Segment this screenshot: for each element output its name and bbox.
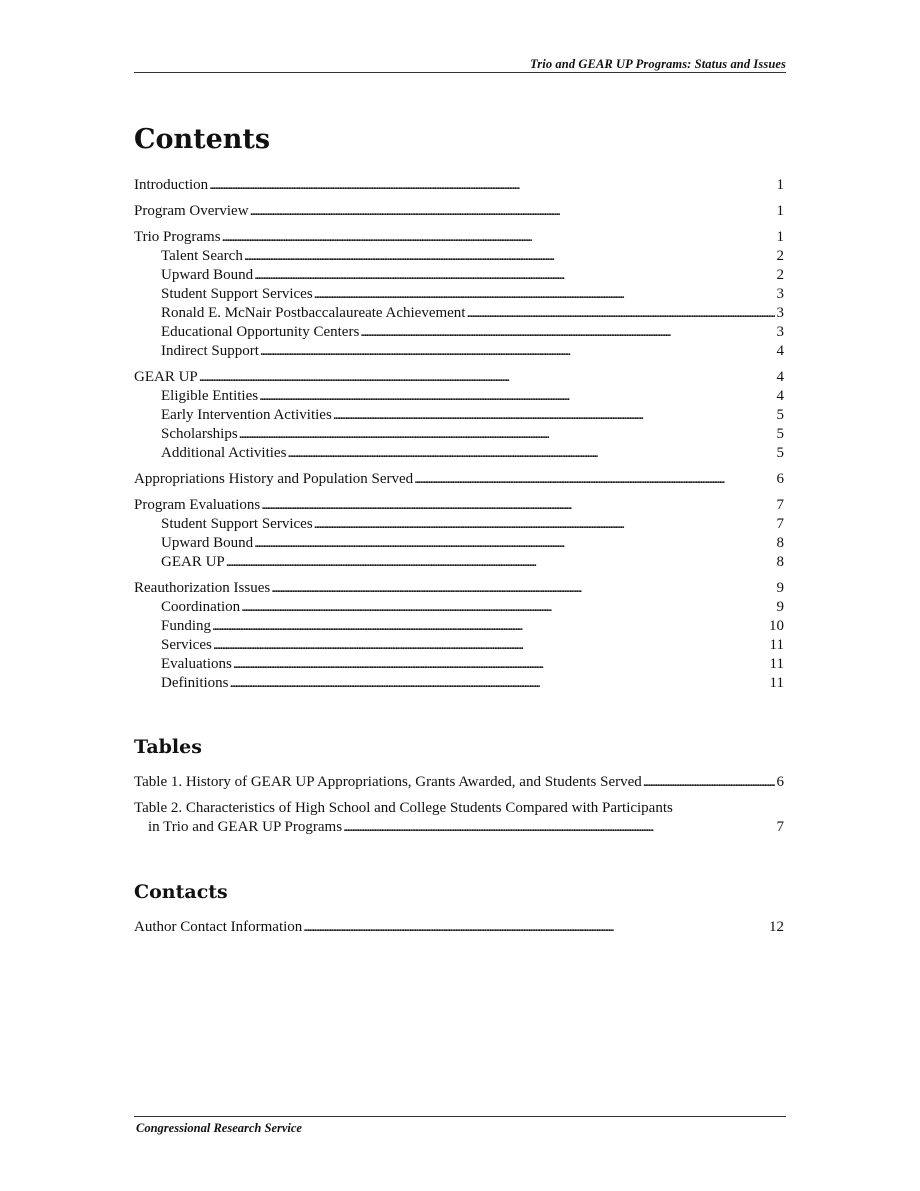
dot-leader	[250, 202, 775, 221]
toc-entry-page: 1	[776, 203, 784, 219]
dot-leader	[303, 918, 767, 937]
dot-leader	[222, 228, 775, 247]
toc-subentry[interactable]	[134, 515, 784, 534]
toc-subentry[interactable]	[134, 387, 784, 406]
toc-entry-page: 1	[776, 177, 784, 193]
dot-leader	[343, 818, 774, 837]
toc-subentry[interactable]	[134, 617, 784, 636]
toc-entry-page: 10	[769, 618, 784, 634]
dot-leader	[260, 342, 775, 361]
toc-entry-title: Appropriations History and Population Served	[134, 471, 414, 487]
toc-subentry[interactable]	[134, 285, 784, 304]
toc-subentry[interactable]	[134, 598, 784, 617]
dot-leader	[233, 655, 768, 674]
toc-entry[interactable]	[134, 579, 784, 598]
contact-entry-page: 12	[769, 919, 784, 935]
table-entry-page: 7	[776, 819, 784, 835]
dot-leader	[254, 534, 774, 553]
dot-leader	[199, 368, 775, 387]
tables-list	[134, 773, 784, 837]
dot-leader	[261, 496, 774, 515]
dot-leader	[244, 247, 775, 266]
toc-entry-page: 4	[776, 343, 784, 359]
dot-leader	[643, 773, 775, 792]
dot-leader	[209, 176, 774, 195]
toc-subentry[interactable]	[134, 444, 784, 463]
toc-entry[interactable]	[134, 470, 784, 489]
toc-subentry[interactable]	[134, 266, 784, 285]
table-entry-line	[134, 818, 784, 837]
toc-entry-page: 9	[776, 580, 784, 596]
toc-entry-title: Student Support Services	[161, 286, 313, 302]
toc-entry-page: 3	[776, 305, 784, 321]
dot-leader	[271, 579, 774, 598]
toc-subentry[interactable]	[134, 304, 784, 323]
dot-leader	[259, 387, 774, 406]
toc-entry-title: Definitions	[161, 675, 229, 691]
toc-entry-title: Trio Programs	[134, 229, 221, 245]
toc-entry-page: 1	[776, 229, 784, 245]
toc-entry-page: 11	[769, 656, 784, 672]
toc-entry[interactable]	[134, 496, 784, 515]
toc-entry-page: 5	[776, 426, 784, 442]
toc-entry-title: Reauthorization Issues	[134, 580, 271, 596]
toc-entry-page: 6	[776, 471, 784, 487]
toc-subentry[interactable]	[134, 323, 784, 342]
toc-entry-title: Scholarships	[161, 426, 238, 442]
toc-entry-title: GEAR UP	[161, 554, 225, 570]
toc-entry-page: 5	[776, 445, 784, 461]
toc-entry-title: Services	[161, 637, 212, 653]
toc-entry-page: 7	[776, 516, 784, 532]
dot-leader	[360, 323, 774, 342]
toc-entry-page: 11	[769, 675, 784, 691]
table-entry[interactable]	[134, 773, 784, 792]
toc-subentry[interactable]	[134, 406, 784, 425]
table-entry-title-continued: in Trio and GEAR UP Programs	[148, 819, 343, 835]
toc-entry-page: 2	[776, 248, 784, 264]
dot-leader	[287, 444, 774, 463]
contacts-heading: Contacts	[134, 881, 228, 903]
toc-entry-title: Program Evaluations	[134, 497, 261, 513]
footer-rule	[134, 1116, 786, 1117]
dot-leader	[466, 304, 774, 323]
table-entry-line	[134, 773, 784, 792]
toc-entry-title: Evaluations	[161, 656, 232, 672]
dot-leader	[414, 470, 774, 489]
toc-entry-title: Ronald E. McNair Postbaccalaureate Achievement	[161, 305, 466, 321]
table-entry-title: Table 2. Characteristics of High School and College Students Compared with Participants	[134, 800, 673, 816]
toc-entry[interactable]	[134, 202, 784, 221]
toc-entry-title: GEAR UP	[134, 369, 198, 385]
dot-leader	[333, 406, 775, 425]
table-entry-title: Table 1. History of GEAR UP Appropriations, Grants Awarded, and Students Served	[134, 774, 642, 790]
toc-entry-page: 5	[776, 407, 784, 423]
toc-entry[interactable]	[134, 228, 784, 247]
toc-subentry[interactable]	[134, 655, 784, 674]
dot-leader	[213, 636, 768, 655]
contents-heading: Contents	[134, 124, 271, 155]
toc-entry-page: 3	[776, 286, 784, 302]
contacts-list	[134, 918, 784, 937]
toc-subentry[interactable]	[134, 674, 784, 693]
running-footer: Congressional Research Service	[136, 1121, 302, 1135]
toc-entry-page: 8	[776, 554, 784, 570]
toc-entry-page: 9	[776, 599, 784, 615]
dot-leader	[226, 553, 775, 572]
contact-entry-title: Author Contact Information	[134, 919, 303, 935]
dot-leader	[241, 598, 774, 617]
toc-entry-title: Coordination	[161, 599, 241, 615]
dot-leader	[212, 617, 767, 636]
tables-heading: Tables	[134, 736, 202, 758]
dot-leader	[239, 425, 775, 444]
toc-subentry[interactable]	[134, 636, 784, 655]
toc-entry-page: 2	[776, 267, 784, 283]
toc-subentry[interactable]	[134, 342, 784, 361]
dot-leader	[230, 674, 768, 693]
dot-leader	[314, 515, 775, 534]
toc-entry-title: Upward Bound	[161, 535, 254, 551]
running-header: Trio and GEAR UP Programs: Status and Issues	[530, 57, 786, 71]
toc-entry-title: Introduction	[134, 177, 209, 193]
toc-subentry[interactable]	[134, 425, 784, 444]
toc-entry[interactable]	[134, 368, 784, 387]
toc-entry-title: Indirect Support	[161, 343, 259, 359]
toc-entry-page: 8	[776, 535, 784, 551]
toc-entry-title: Funding	[161, 618, 212, 634]
table-entry-page: 6	[776, 774, 784, 790]
toc-subentry[interactable]	[134, 534, 784, 553]
toc-entry-title: Additional Activities	[161, 445, 287, 461]
toc-entry[interactable]	[134, 176, 784, 195]
toc-entry-title: Program Overview	[134, 203, 249, 219]
toc-entry-page: 11	[769, 637, 784, 653]
dot-leader	[314, 285, 775, 304]
toc-subentry[interactable]	[134, 553, 784, 572]
dot-leader	[254, 266, 774, 285]
toc-entry-title: Educational Opportunity Centers	[161, 324, 360, 340]
toc-entry-page: 4	[776, 369, 784, 385]
toc-entry-page: 4	[776, 388, 784, 404]
table-entry[interactable]	[134, 799, 784, 837]
toc-entry-title: Talent Search	[161, 248, 243, 264]
toc-entry-title: Eligible Entities	[161, 388, 259, 404]
toc-entry-title: Upward Bound	[161, 267, 254, 283]
toc-entry-page: 7	[776, 497, 784, 513]
contact-entry[interactable]	[134, 918, 784, 937]
toc-entry-title: Early Intervention Activities	[161, 407, 332, 423]
header-rule	[134, 72, 786, 73]
contents-list	[134, 176, 784, 693]
toc-entry-title: Student Support Services	[161, 516, 313, 532]
toc-subentry[interactable]	[134, 247, 784, 266]
toc-entry-page: 3	[776, 324, 784, 340]
